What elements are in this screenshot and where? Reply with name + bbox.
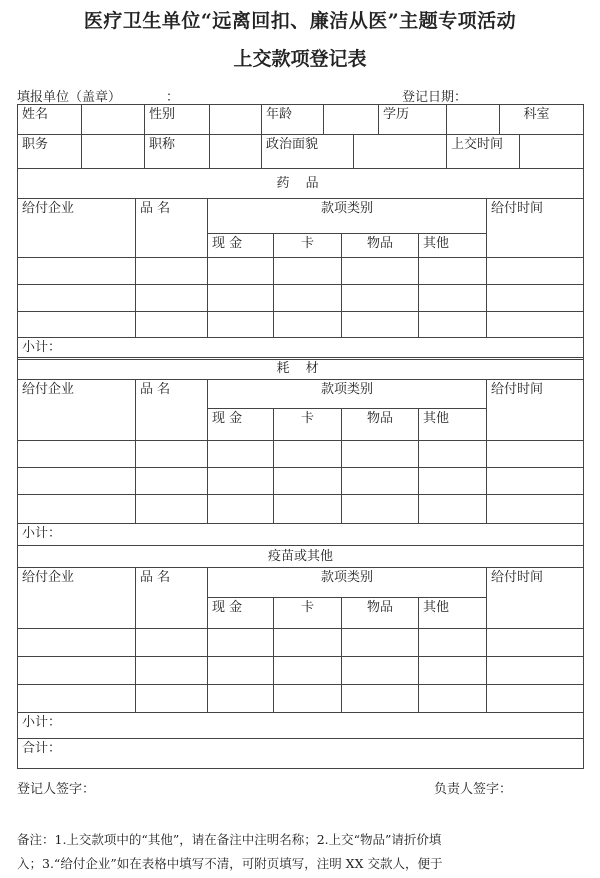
cell[interactable] <box>208 258 274 285</box>
cell[interactable] <box>342 685 419 713</box>
cell[interactable] <box>136 629 208 657</box>
section-title: 疫苗或其他 <box>18 546 584 568</box>
cell[interactable] <box>342 495 419 524</box>
submit-time-field[interactable] <box>520 135 584 169</box>
cash-header: 现 金 <box>208 409 274 441</box>
cell[interactable] <box>487 657 584 685</box>
gender-field[interactable] <box>210 105 262 135</box>
unit-colon: ： <box>166 90 180 105</box>
cell[interactable] <box>208 629 274 657</box>
cell[interactable] <box>419 657 487 685</box>
cell[interactable] <box>419 441 487 468</box>
cash-header: 现 金 <box>208 598 274 629</box>
cell[interactable] <box>419 312 487 338</box>
age-field[interactable] <box>324 105 379 135</box>
goods-header: 物品 <box>342 234 419 258</box>
other-header: 其他 <box>419 409 487 441</box>
table-row <box>18 685 584 713</box>
payment-time-header: 给付时间 <box>487 380 584 441</box>
education-label: 学历 <box>379 105 447 135</box>
education-field[interactable] <box>447 105 500 135</box>
title-label: 职称 <box>145 135 210 169</box>
goods-header: 物品 <box>342 409 419 441</box>
cell[interactable] <box>208 495 274 524</box>
cell[interactable] <box>487 258 584 285</box>
table-row <box>18 468 584 495</box>
table-row <box>18 629 584 657</box>
cell[interactable] <box>342 285 419 312</box>
personal-info-table <box>17 104 584 169</box>
title-field[interactable] <box>210 135 262 169</box>
cell[interactable] <box>136 685 208 713</box>
unit-label: 填报单位（盖章） <box>17 90 122 105</box>
age-label: 年龄 <box>262 105 324 135</box>
goods-header: 物品 <box>342 598 419 629</box>
cell[interactable] <box>208 657 274 685</box>
cell[interactable] <box>208 685 274 713</box>
cell[interactable] <box>208 468 274 495</box>
cell[interactable] <box>419 495 487 524</box>
payment-time-header: 给付时间 <box>487 568 584 629</box>
table-row <box>18 258 584 285</box>
cell[interactable] <box>487 312 584 338</box>
position-field[interactable] <box>82 135 145 169</box>
subtotal-label: 小计： <box>18 524 584 546</box>
product-name-header: 品 名 <box>136 568 208 629</box>
cell[interactable] <box>18 657 136 685</box>
form-subtitle: 上交款项登记表 <box>233 48 367 70</box>
cell[interactable] <box>487 468 584 495</box>
political-status-label: 政治面貌 <box>262 135 354 169</box>
section-consumables <box>17 357 584 546</box>
cell[interactable] <box>208 312 274 338</box>
cell[interactable] <box>487 629 584 657</box>
department-label-cell <box>500 105 520 135</box>
cell[interactable] <box>136 258 208 285</box>
department-label: 科室 <box>520 105 584 135</box>
subtotal-label: 小计： <box>18 713 584 739</box>
section-title: 药 品 <box>18 169 584 199</box>
cell[interactable] <box>274 441 342 468</box>
table-row <box>18 657 584 685</box>
other-header: 其他 <box>419 598 487 629</box>
cell[interactable] <box>208 285 274 312</box>
card-header: 卡 <box>274 598 342 629</box>
product-name-header: 品 名 <box>136 380 208 441</box>
product-name-header: 品 名 <box>136 199 208 258</box>
section-title: 耗 材 <box>18 358 584 380</box>
cell[interactable] <box>342 258 419 285</box>
cell[interactable] <box>419 629 487 657</box>
cell[interactable] <box>18 441 136 468</box>
form-title: 医疗卫生单位“远离回扣、廉洁从医”主题专项活动 <box>83 10 517 32</box>
other-header: 其他 <box>419 234 487 258</box>
cell[interactable] <box>487 685 584 713</box>
total-label: 合计： <box>18 739 584 769</box>
cell[interactable] <box>18 312 136 338</box>
cell[interactable] <box>274 312 342 338</box>
category-header: 款项类别 <box>208 380 487 409</box>
company-header: 给付企业 <box>18 199 136 258</box>
position-label: 职务 <box>18 135 82 169</box>
cell[interactable] <box>136 657 208 685</box>
cell[interactable] <box>18 685 136 713</box>
gender-label: 性别 <box>145 105 210 135</box>
cash-header: 现 金 <box>208 234 274 258</box>
company-header: 给付企业 <box>18 380 136 441</box>
table-row <box>18 285 584 312</box>
cell[interactable] <box>419 685 487 713</box>
category-header: 款项类别 <box>208 199 487 234</box>
name-field[interactable] <box>82 105 145 135</box>
payment-time-header: 给付时间 <box>487 199 584 258</box>
cell[interactable] <box>342 657 419 685</box>
cell[interactable] <box>208 441 274 468</box>
cell[interactable] <box>274 495 342 524</box>
cell[interactable] <box>18 495 136 524</box>
cell[interactable] <box>342 312 419 338</box>
company-header: 给付企业 <box>18 568 136 629</box>
cell[interactable] <box>487 495 584 524</box>
cell[interactable] <box>342 629 419 657</box>
cell[interactable] <box>136 312 208 338</box>
section-drugs <box>17 168 584 360</box>
cell[interactable] <box>18 468 136 495</box>
cell[interactable] <box>274 657 342 685</box>
cell[interactable] <box>18 258 136 285</box>
cell[interactable] <box>419 468 487 495</box>
cell[interactable] <box>274 629 342 657</box>
section-vaccines-other <box>17 545 584 769</box>
cell[interactable] <box>274 468 342 495</box>
responsible-signature-label: 负责人签字： <box>434 782 513 797</box>
name-label: 姓名 <box>18 105 82 135</box>
table-row <box>18 441 584 468</box>
cell[interactable] <box>18 629 136 657</box>
cell[interactable] <box>18 285 136 312</box>
cell[interactable] <box>342 468 419 495</box>
table-row <box>18 495 584 524</box>
note-line-1: 备注：1.上交款项中的“其他”，请在备注中注明名称；2.上交“物品”请折价填 <box>17 832 442 847</box>
cell[interactable] <box>136 441 208 468</box>
note-line-2: 入；3.“给付企业”如在表格中填写不清，可附页填写，注明 XX 交款人，便于 <box>17 856 443 871</box>
cell[interactable] <box>487 285 584 312</box>
cell[interactable] <box>419 258 487 285</box>
cell[interactable] <box>274 258 342 285</box>
card-header: 卡 <box>274 409 342 441</box>
cell[interactable] <box>136 468 208 495</box>
cell[interactable] <box>274 285 342 312</box>
cell[interactable] <box>487 441 584 468</box>
date-label: 登记日期： <box>402 90 468 105</box>
cell[interactable] <box>342 441 419 468</box>
cell[interactable] <box>136 285 208 312</box>
cell[interactable] <box>136 495 208 524</box>
registrar-signature-label: 登记人签字： <box>17 782 96 797</box>
cell[interactable] <box>274 685 342 713</box>
card-header: 卡 <box>274 234 342 258</box>
submit-time-label: 上交时间 <box>447 135 520 169</box>
cell[interactable] <box>419 285 487 312</box>
political-status-field[interactable] <box>354 135 447 169</box>
table-row <box>18 312 584 338</box>
subtotal-label: 小计： <box>18 338 584 360</box>
category-header: 款项类别 <box>208 568 487 598</box>
